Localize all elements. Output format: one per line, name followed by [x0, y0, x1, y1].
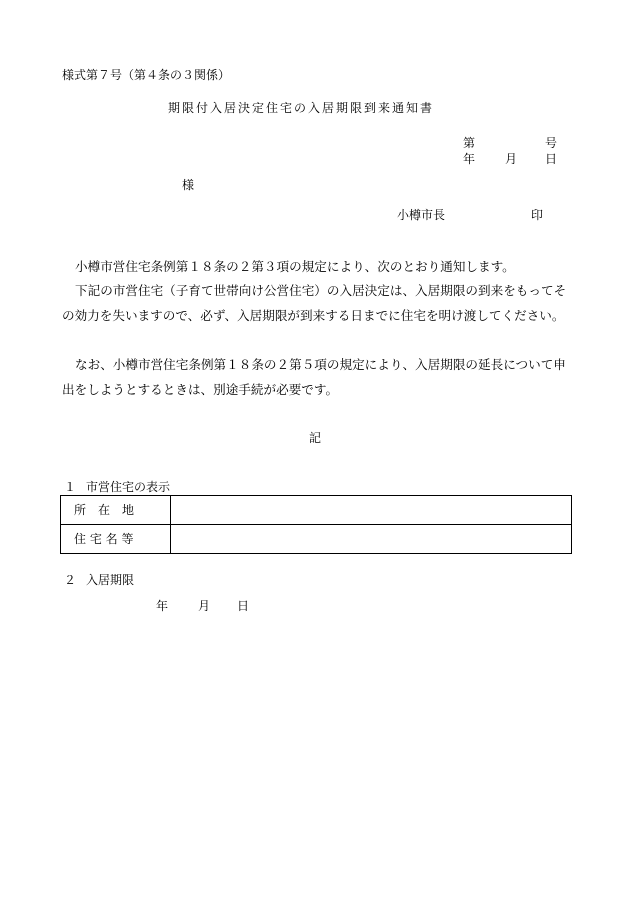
- location-value: [171, 496, 572, 525]
- number-prefix-label: 第: [463, 136, 476, 150]
- date-year-label: 年: [463, 152, 476, 166]
- location-label: 所 在 地: [61, 496, 171, 525]
- date-day-label: 日: [545, 152, 558, 166]
- date-month-label: 月: [505, 152, 518, 166]
- notice-paragraph-3: なお、小樽市営住宅条例第１８条の２第５項の規定により、入居期限の延長について申出をしようとするときは、別途手続が必要です。: [62, 357, 566, 397]
- section-2-heading: [64, 574, 134, 586]
- housing-info-table: [60, 495, 572, 554]
- notice-paragraph-2: 下記の市営住宅（子育て世帯向け公営住宅）の入居決定は、入居期限の到来をもってその効力を失いますので、必ず、入居期限が到来する日までに住宅を明け渡してください。: [62, 283, 567, 323]
- addressee-suffix: 様: [182, 178, 195, 192]
- deadline-month-label: 月: [198, 599, 211, 613]
- issuer-name: 小樽市長: [397, 208, 446, 222]
- deadline-day-label: 日: [237, 599, 250, 613]
- deadline-year-label: 年: [156, 599, 169, 613]
- section-2-title: 入居期限: [86, 573, 135, 587]
- section-1-heading: [64, 481, 170, 493]
- table-row: [61, 496, 572, 525]
- number-suffix-label: 号: [545, 136, 558, 150]
- section-2-number: ２: [64, 573, 77, 587]
- table-row: [61, 525, 572, 554]
- document-title: 期限付入居決定住宅の入居期限到来通知書: [168, 101, 435, 115]
- seal-mark: 印: [531, 208, 544, 222]
- housing-name-label: 住 宅 名 等: [61, 525, 171, 554]
- section-1-title: 市営住宅の表示: [86, 480, 171, 494]
- housing-name-value: [171, 525, 572, 554]
- ki-heading: 記: [309, 431, 322, 445]
- form-number: 様式第７号（第４条の３関係）: [62, 68, 231, 82]
- section-1-number: １: [64, 480, 77, 494]
- notice-paragraph-1: 小樽市営住宅条例第１８条の２第３項の規定により、次のとおり通知します。: [75, 259, 515, 274]
